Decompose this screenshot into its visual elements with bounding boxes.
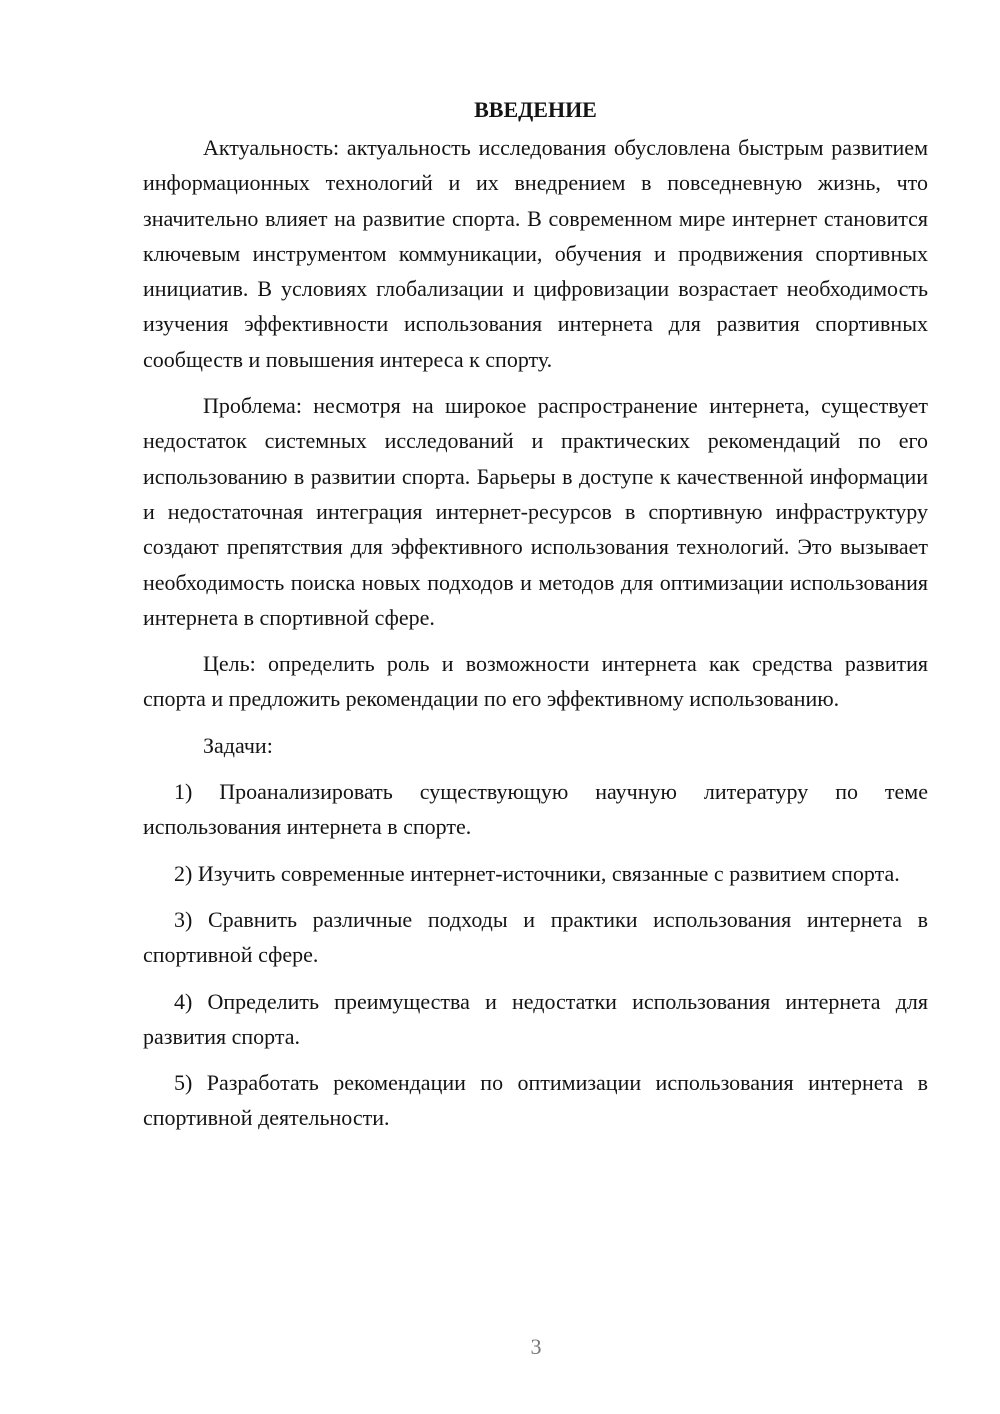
list-item: 1) Проанализировать существующую научную литературу по теме использования интернета в спорте. — [143, 779, 928, 840]
task-list — [143, 774, 928, 1136]
list-item: 3) Сравнить различные подходы и практики использования интернета в спортивной сфере. — [143, 906, 928, 968]
page-title: ВВЕДЕНИЕ — [474, 97, 597, 122]
paragraph-relevance: Актуальность: актуальность исследования обусловлена быстрым развитием информационных технологий и их внедрением в повседневную жизнь, что значительно влияет на развитие спорта. В современном мире интернет становится ключевым инструментом коммуникации, обучения и продвижения спортивных инициатив. В условиях глобализации и цифровизации возрастает необходимость изучения эффективности использования интернета для развития спортивных сообществ и повышения интереса к спорту. — [143, 135, 928, 372]
paragraph-goal: Цель: определить роль и возможности интернета как средства развития спорта и предложить рекомендации по его эффективному использованию. — [143, 651, 928, 712]
paragraph-problem: Проблема: несмотря на широкое распространение интернета, существует недостаток системных исследований и практических рекомендаций по его использованию в развитии спорта. Барьеры в доступе к качественной информации и недостаточная интеграция интернет-ресурсов в спортивную инфраструктуру создают препятствия для эффективного использования технологий. Это вызывает необходимость поиска новых подходов и методов для оптимизации использования интернета в спортивной сфере. — [143, 393, 928, 630]
list-item: 5) Разработать рекомендации по оптимизации использования интернета в спортивной деятельности. — [143, 1070, 928, 1131]
tasks-label: Задачи: — [203, 732, 273, 758]
document-page — [143, 92, 928, 1136]
page-number: 3 — [530, 1334, 542, 1359]
list-item: 2) Изучить современные интернет-источники, связанные с развитием спорта. — [174, 860, 900, 886]
list-item: 4) Определить преимущества и недостатки использования интернета для развития спорта. — [143, 988, 928, 1049]
